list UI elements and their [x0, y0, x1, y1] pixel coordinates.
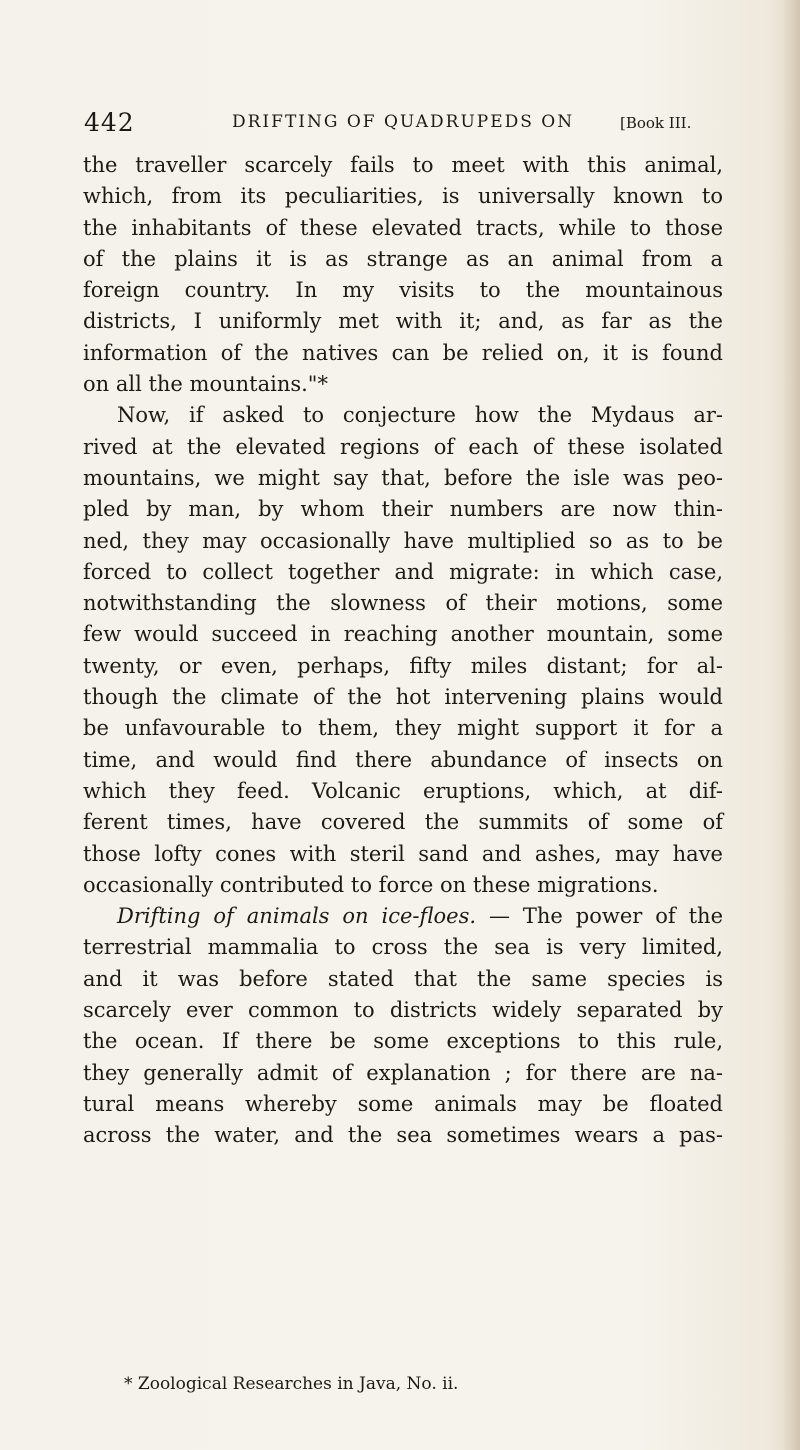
page-edge-shadow: [782, 0, 800, 1450]
text-line: which, from its peculiarities, is universally known to: [83, 184, 723, 209]
text-line: the traveller scarcely fails to meet with this animal,: [83, 153, 723, 177]
text-line: pled by man, by whom their numbers are now thin-: [83, 497, 723, 522]
text-line: on all the mountains."*: [83, 372, 328, 397]
text-line: twenty, or even, perhaps, fifty miles distant; for al-: [83, 653, 723, 678]
page-number: 442: [84, 108, 135, 137]
footnote: * Zoological Researches in Java, No. ii.: [124, 1374, 459, 1394]
body-text: [83, 150, 723, 1152]
text-line: ned, they may occasionally have multiplied so as to be: [83, 528, 723, 553]
text-line: scarcely ever common to districts widely separated by: [83, 998, 723, 1023]
text-line: be unfavourable to them, they might support it for a: [83, 716, 723, 741]
text-line: few would succeed in reaching another mountain, some: [83, 622, 723, 647]
text-line: Now, if asked to conjecture how the Mydaus ar-: [117, 403, 723, 428]
page-header: [84, 108, 724, 138]
text-line: notwithstanding the slowness of their motions, some: [83, 591, 723, 616]
text-line: rived at the elevated regions of each of these isolated: [83, 434, 723, 459]
text-line: they generally admit of explanation ; for there are na-: [83, 1060, 723, 1085]
text-line: ferent times, have covered the summits of some of: [83, 810, 723, 835]
running-title: DRIFTING OF QUADRUPEDS ON: [232, 112, 575, 132]
text-line: the inhabitants of these elevated tracts, while to those: [83, 215, 723, 240]
text-line: across the water, and the sea sometimes wears a pas-: [83, 1123, 723, 1148]
text-line: and it was before stated that the same species is: [83, 966, 723, 991]
text-line: occasionally contributed to force on these migrations.: [83, 872, 659, 897]
text-line: though the climate of the hot intervening plains would: [83, 685, 723, 710]
text-line: which they feed. Volcanic eruptions, which, at dif-: [83, 778, 723, 803]
text-line: the ocean. If there be some exceptions to this rule,: [83, 1029, 723, 1054]
section-heading-line: [83, 901, 723, 932]
section-heading: Drifting of animals on ice-floes.: [117, 904, 477, 929]
text-line: terrestrial mammalia to cross the sea is very limited,: [83, 935, 723, 960]
text-line: foreign country. In my visits to the mountainous: [83, 278, 723, 303]
text-line: districts, I uniformly met with it; and, as far as the: [83, 309, 723, 334]
text-line: information of the natives can be relied on, it is found: [83, 340, 723, 365]
text-line: tural means whereby some animals may be floated: [83, 1091, 723, 1116]
text-line: those lofty cones with steril sand and ashes, may have: [83, 841, 723, 866]
text-line: mountains, we might say that, before the isle was peo-: [83, 465, 723, 490]
text-line: time, and would find there abundance of insects on: [83, 747, 723, 772]
text-line: of the plains it is as strange as an animal from a: [83, 246, 723, 271]
section-heading-continuation: — The power of the: [476, 904, 723, 929]
text-line: forced to collect together and migrate: in which case,: [83, 559, 723, 584]
book-reference: [Book III.: [620, 114, 692, 132]
